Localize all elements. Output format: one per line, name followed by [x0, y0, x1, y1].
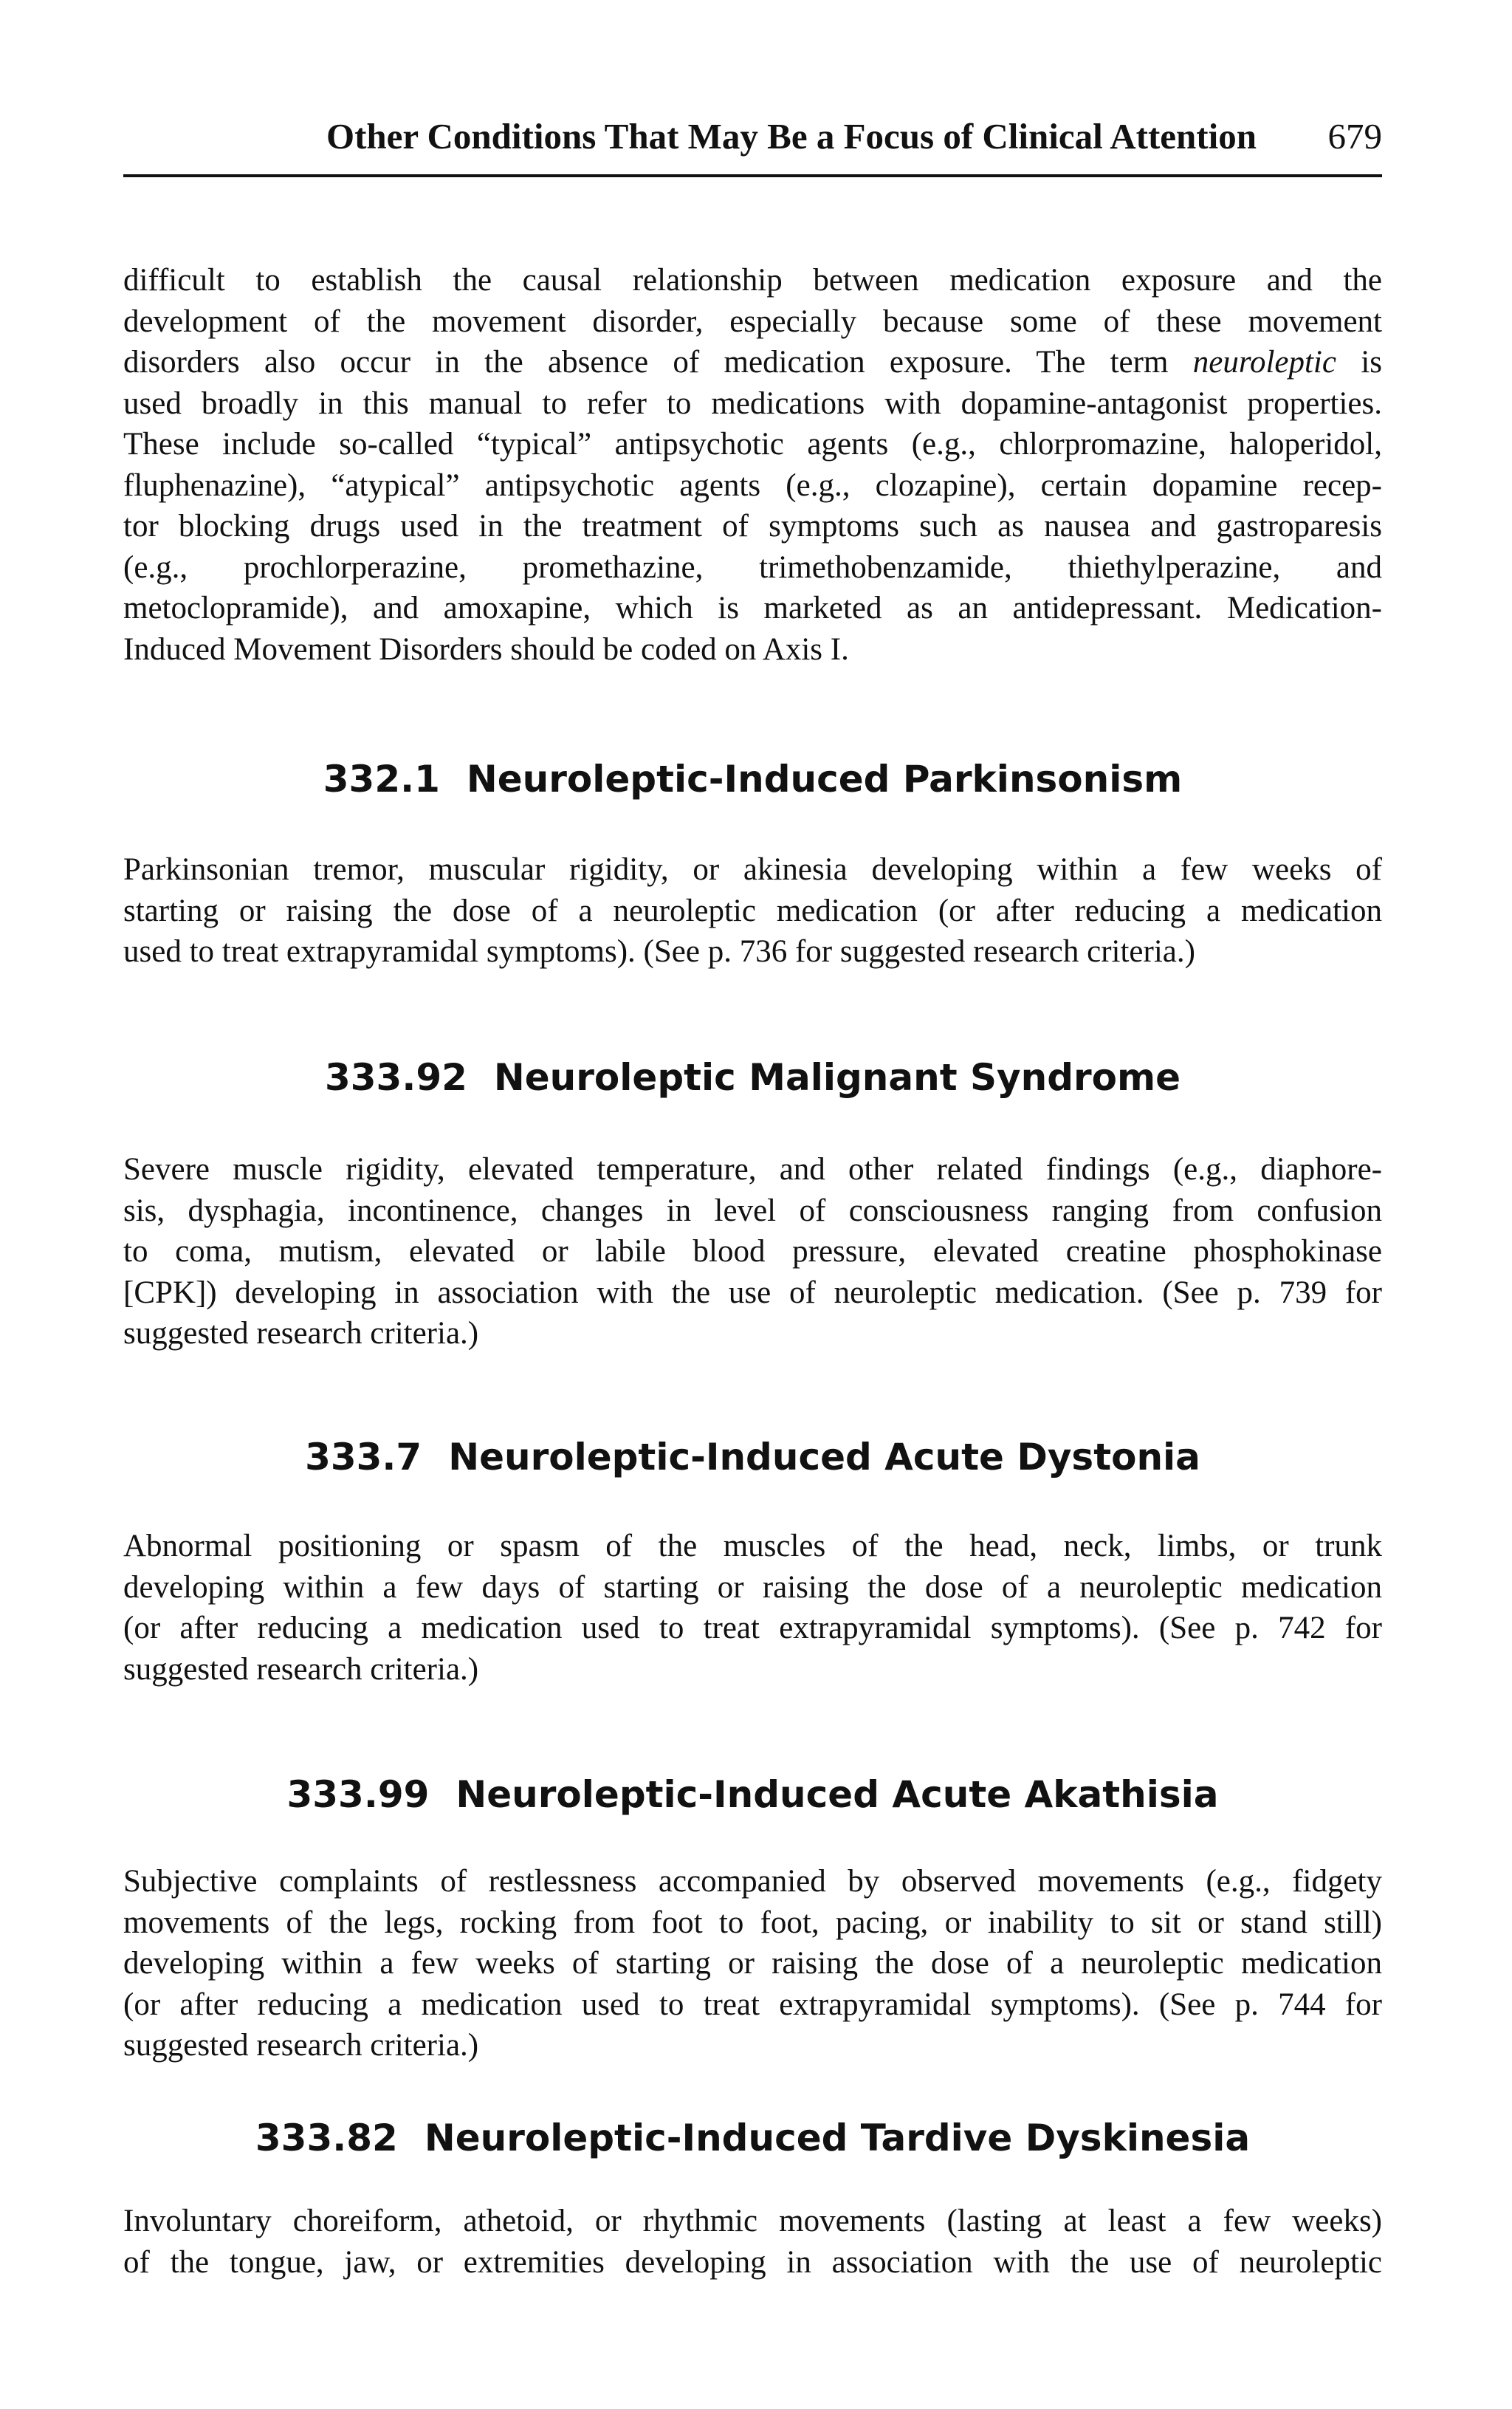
running-title: Other Conditions That May Be a Focus of Clinical Attention: [326, 116, 1257, 157]
text-line: starting or raising the dose of a neuroleptic medication (or after reducing a medication: [123, 893, 1382, 928]
section-paragraph: [123, 1861, 1382, 2066]
text-fragment: is: [1361, 345, 1382, 380]
text-line: developing within a few weeks of starting or raising the dose of a neuroleptic medication: [123, 1946, 1382, 1981]
section-heading: [123, 753, 1382, 805]
text-line: (e.g., prochlorperazine, promethazine, trimethobenzamide, thiethylperazine, and: [123, 549, 1382, 585]
text-line: suggested research criteria.): [123, 1316, 479, 1351]
text-line: Involuntary choreiform, athetoid, or rhythmic movements (lasting at least a few weeks): [123, 2204, 1382, 2238]
running-header: [123, 111, 1382, 177]
text-line: Parkinsonian tremor, muscular rigidity, or akinesia developing within a few weeks of: [123, 852, 1382, 887]
text-line: sis, dysphagia, incontinence, changes in level of consciousness ranging from confusion: [123, 1193, 1382, 1228]
section-heading: [123, 1052, 1382, 1103]
diagnostic-code: 333.92: [324, 1056, 467, 1099]
text-line: Severe muscle rigidity, elevated temperature, and other related findings (e.g., diaphore-: [123, 1152, 1382, 1187]
section-title: Neuroleptic-Induced Parkinsonism: [466, 758, 1183, 801]
text-line: movements of the legs, rocking from foot to foot, pacing, or inability to sit or stand still): [123, 1905, 1382, 1940]
book-page: [123, 0, 1382, 2409]
intro-paragraph: [123, 260, 1382, 670]
text-line: suggested research criteria.): [123, 2028, 479, 2063]
section-heading: [123, 1431, 1382, 1483]
diagnostic-code: 333.99: [286, 1773, 430, 1816]
text-fragment: disorders also occur in the absence of medication exposure. The term: [123, 345, 1169, 380]
text-line: development of the movement disorder, especially because some of these movement: [123, 304, 1382, 339]
text-line: to coma, mutism, elevated or labile blood pressure, elevated creatine phosphokinase: [123, 1234, 1382, 1269]
text-line: used broadly in this manual to refer to medications with dopamine-antagonist properties.: [123, 385, 1382, 421]
italic-term: neuroleptic: [1192, 345, 1336, 380]
diagnostic-code: 332.1: [323, 758, 440, 801]
section-paragraph: [123, 1526, 1382, 1690]
text-line: [CPK]) developing in association with the use of neuroleptic medication. (See p. 739 for: [123, 1275, 1382, 1310]
section-title: Neuroleptic-Induced Acute Dystonia: [448, 1436, 1200, 1478]
text-line: (or after reducing a medication used to treat extrapyramidal symptoms). (See p. 742 for: [123, 1611, 1382, 1645]
text-line: difficult to establish the causal relationship between medication exposure and the: [123, 263, 1382, 298]
section-heading: [123, 2112, 1382, 2164]
page-number: 679: [1327, 116, 1382, 157]
section-paragraph: [123, 2201, 1382, 2283]
section-title: Neuroleptic Malignant Syndrome: [493, 1056, 1181, 1099]
text-line: fluphenazine), “atypical” antipsychotic agents (e.g., clozapine), certain dopamine recep-: [123, 467, 1382, 503]
text-line: (or after reducing a medication used to treat extrapyramidal symptoms). (See p. 744 for: [123, 1987, 1382, 2022]
text-line: of the tongue, jaw, or extremities developing in association with the use of neuroleptic: [123, 2244, 1382, 2280]
section-heading: [123, 1769, 1382, 1820]
text-line: Abnormal positioning or spasm of the muscles of the head, neck, limbs, or trunk: [123, 1529, 1382, 1563]
text-line: used to treat extrapyramidal symptoms). (See p. 736 for suggested research criteria.): [123, 934, 1195, 969]
text-line: metoclopramide), and amoxapine, which is marketed as an antidepressant. Medication-: [123, 591, 1382, 626]
section-paragraph: [123, 1149, 1382, 1354]
diagnostic-code: 333.82: [255, 2117, 398, 2159]
text-line: [123, 342, 1382, 383]
text-line: Induced Movement Disorders should be coded on Axis I.: [123, 631, 849, 667]
section-title: Neuroleptic-Induced Tardive Dyskinesia: [424, 2117, 1251, 2159]
text-line: suggested research criteria.): [123, 1651, 479, 1687]
text-line: tor blocking drugs used in the treatment of symptoms such as nausea and gastroparesis: [123, 509, 1382, 544]
text-line: Subjective complaints of restlessness accompanied by observed movements (e.g., fidgety: [123, 1864, 1382, 1899]
text-line: developing within a few days of starting or raising the dose of a neuroleptic medication: [123, 1569, 1382, 1605]
section-title: Neuroleptic-Induced Acute Akathisia: [456, 1773, 1219, 1816]
text-line: These include so-called “typical” antipsychotic agents (e.g., chlorpromazine, haloperidol,: [123, 427, 1382, 462]
section-paragraph: [123, 849, 1382, 973]
diagnostic-code: 333.7: [305, 1436, 422, 1478]
